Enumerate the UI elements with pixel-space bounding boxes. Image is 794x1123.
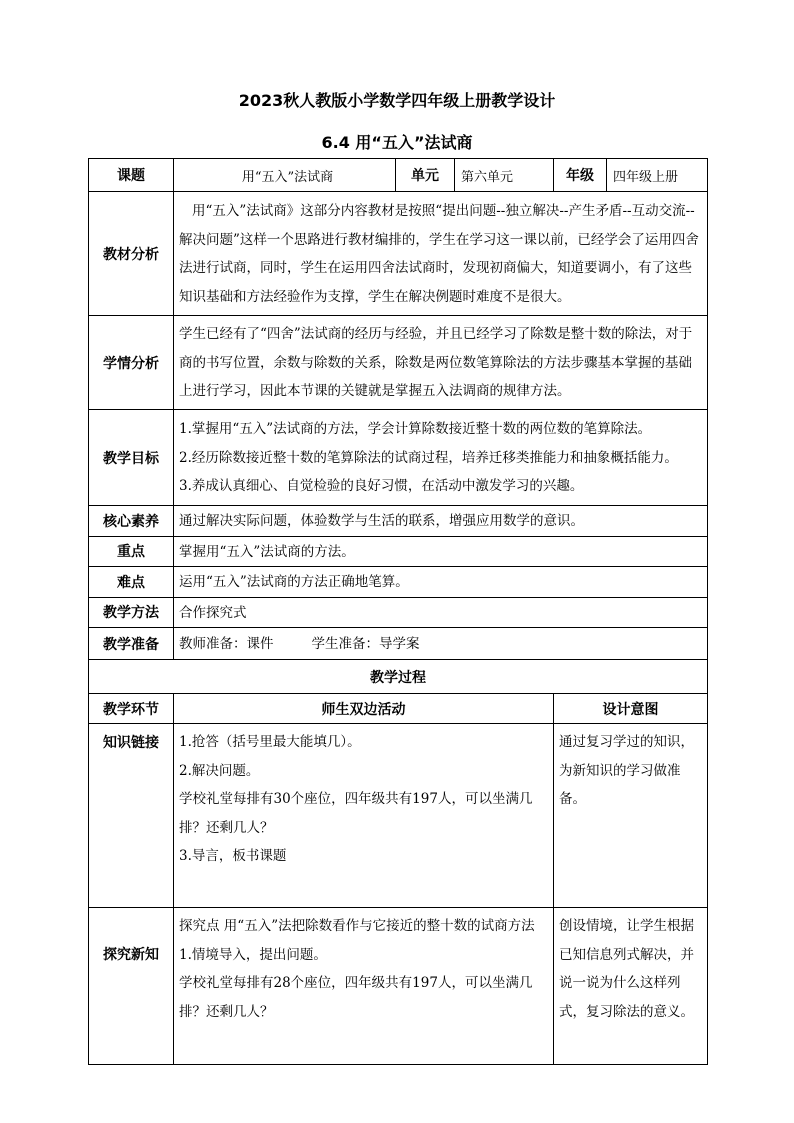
activity-line: 3.导言，板书课题 bbox=[179, 848, 287, 864]
method-label: 教学方法 bbox=[89, 597, 174, 628]
goals-list bbox=[174, 410, 708, 506]
key-label: 重点 bbox=[89, 536, 174, 567]
lesson-title: 6.4 用“五入”法试商 bbox=[321, 133, 473, 152]
core-text: 通过解决实际问题，体验数学与生活的联系，增强应用数学的意识。 bbox=[174, 506, 708, 537]
goals-label: 教学目标 bbox=[89, 410, 174, 506]
prep-teacher: 教师准备：课件 bbox=[179, 635, 274, 652]
activity-cell bbox=[174, 724, 554, 908]
col-activity-header: 师生双边活动 bbox=[174, 694, 554, 724]
goal-item: 3.养成认真细心、自觉检验的良好习惯，在活动中激发学习的兴趣。 bbox=[179, 478, 584, 495]
students-label: 学情分析 bbox=[89, 316, 174, 410]
prep-row bbox=[89, 628, 708, 660]
activity-line: 1.情境导入，提出问题。 bbox=[179, 946, 327, 963]
lesson-plan-table bbox=[88, 158, 708, 1065]
goal-item: 1.掌握用“五入”法试商的方法，学会计算除数接近整十数的两位数的笔算除法。 bbox=[179, 421, 652, 438]
document-title: 2023秋人教版小学数学四年级上册教学设计 bbox=[238, 91, 556, 110]
goal-item: 2.经历除数接近整十数的笔算除法的试商过程，培养迁移类推能力和抽象概括能力。 bbox=[179, 449, 678, 466]
prep-student: 学生准备：导学案 bbox=[311, 635, 420, 652]
core-row bbox=[89, 506, 708, 537]
info-row bbox=[89, 159, 708, 192]
activity-line: 1.抢答（括号里最大能填几）。 bbox=[179, 734, 361, 750]
col-stage-header: 教学环节 bbox=[89, 694, 174, 724]
table-row bbox=[89, 908, 708, 1065]
process-title: 教学过程 bbox=[89, 660, 708, 694]
difficulty-row bbox=[89, 567, 708, 598]
prep-label: 教学准备 bbox=[89, 628, 174, 660]
activity-line: 学校礼堂每排有28个座位，四年级共有197人，可以坐满几排？还剩几人？ bbox=[179, 975, 533, 1020]
key-row bbox=[89, 536, 708, 567]
students-row bbox=[89, 316, 708, 410]
col-intent-header: 设计意图 bbox=[554, 694, 708, 724]
activity-line: 学校礼堂每排有30个座位，四年级共有197人，可以坐满几排？还剩几人？ bbox=[179, 791, 533, 836]
method-text: 合作探究式 bbox=[174, 597, 708, 628]
unit-label: 单元 bbox=[396, 159, 455, 192]
analysis-text: 用“五入”法试商》这部分内容教材是按照“提出问题--独立解决--产生矛盾--互动交流--解决问题”这样一个思路进行教材编排的，学生在学习这一课以前，已经学会了运用四舍法进行试商，同时，学生在运用四舍法试商时，发现初商偏大，知道要调小，有了这些知识基础和方法经验作为支撑，学生在解决例题时难度不是很大。 bbox=[174, 192, 708, 316]
students-text: 学生已经有了“四舍”法试商的经历与经验，并且已经学习了除数是整十数的除法，对于商的书写位置，余数与除数的关系，除数是两位数笔算除法的方法步骤基本掌握的基础上进行学习，因此本节课的关键就是掌握五入法调商的规律方法。 bbox=[174, 316, 708, 410]
difficulty-text: 运用“五入”法试商的方法正确地笔算。 bbox=[174, 567, 708, 598]
topic-value: 用“五入”法试商 bbox=[174, 159, 396, 192]
stage-label: 知识链接 bbox=[89, 724, 174, 908]
intent-cell: 通过复习学过的知识，为新知识的学习做准备。 bbox=[554, 724, 708, 908]
activity-line: 探究点 用“五入”法把除数看作与它接近的整十数的试商方法 bbox=[179, 918, 535, 934]
activity-line: 2.解决问题。 bbox=[179, 762, 260, 779]
grade-value: 四年级上册 bbox=[607, 159, 708, 192]
analysis-label: 教材分析 bbox=[89, 192, 174, 316]
activity-cell bbox=[174, 908, 554, 1065]
method-row bbox=[89, 597, 708, 628]
prep-text bbox=[174, 628, 708, 660]
key-text: 掌握用“五入”法试商的方法。 bbox=[174, 536, 708, 567]
table-row bbox=[89, 724, 708, 908]
intent-cell: 创设情境，让学生根据已知信息列式解决，并说一说为什么这样列式，复习除法的意义。 bbox=[554, 908, 708, 1065]
unit-value: 第六单元 bbox=[455, 159, 554, 192]
difficulty-label: 难点 bbox=[89, 567, 174, 598]
goals-row bbox=[89, 410, 708, 506]
core-label: 核心素养 bbox=[89, 506, 174, 537]
analysis-row bbox=[89, 192, 708, 316]
grade-label: 年级 bbox=[554, 159, 607, 192]
process-header-row bbox=[89, 694, 708, 724]
process-title-row bbox=[89, 660, 708, 694]
topic-label: 课题 bbox=[89, 159, 174, 192]
stage-label: 探究新知 bbox=[89, 908, 174, 1065]
